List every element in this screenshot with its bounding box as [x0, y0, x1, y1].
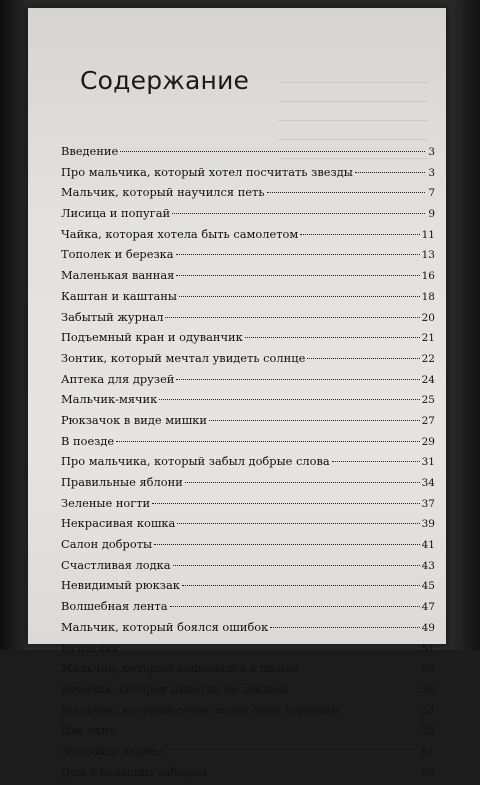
toc-entry-page: 20	[421, 311, 435, 324]
toc-entry-page: 39	[421, 518, 435, 531]
toc-entry-title: Зонтик, который мечтал увидеть солнце	[61, 350, 306, 365]
toc-entry-title: Про мальчика, который забыл добрые слова	[61, 454, 330, 469]
toc-entry-page: 43	[421, 559, 435, 572]
toc-leader-dots	[179, 296, 420, 297]
toc-entry	[61, 599, 435, 620]
toc-leader-dots	[176, 379, 419, 380]
toc-entry	[61, 310, 435, 331]
toc-entry-page: 55	[421, 683, 435, 696]
toc-entry-title: Зеленые ногти	[61, 495, 151, 510]
toc-leader-dots	[116, 441, 419, 442]
toc-entry-page: 16	[421, 270, 435, 283]
toc-entry-page: 49	[421, 621, 435, 634]
toc-leader-dots	[245, 337, 420, 338]
toc-entry-title: Тополек и березка	[61, 247, 174, 262]
toc-entry-page: 29	[421, 435, 435, 448]
toc-entry-title: Маленькая ванная	[61, 268, 175, 283]
toc-entry-page: 3	[428, 146, 435, 158]
toc-entry-page: 37	[421, 497, 435, 510]
toc-leader-dots	[154, 544, 420, 545]
toc-leader-dots	[120, 151, 425, 152]
toc-entry-title: Правильные яблони	[61, 475, 183, 489]
toc-entry-title: Аптека для друзей	[61, 371, 175, 386]
toc-entry-page: 7	[428, 187, 435, 200]
toc-entry-page: 9	[428, 208, 435, 221]
book-page	[28, 8, 446, 779]
toc-leader-dots	[355, 172, 425, 173]
toc-leader-dots	[332, 461, 420, 462]
toc-entry-page: 25	[421, 394, 435, 407]
toc-leader-dots	[117, 730, 419, 731]
toc-entry	[61, 682, 435, 703]
toc-entry	[61, 537, 435, 558]
toc-entry	[61, 413, 435, 434]
toc-entry	[61, 620, 435, 641]
toc-entry-title: Мальчик, который волновался в школе	[61, 661, 299, 676]
toc-entry	[61, 289, 435, 310]
toc-entry-page: 47	[421, 601, 435, 614]
page-title: Содержание	[80, 66, 250, 95]
toc-entry	[61, 247, 435, 268]
toc-entry-title: В поезде	[61, 433, 115, 448]
table-of-contents	[61, 144, 435, 785]
toc-entry-title: Введение	[61, 144, 119, 158]
toc-entry-title: Мальчик-мячик	[61, 392, 158, 407]
toc-leader-dots	[182, 585, 420, 586]
toc-entry-title: Невидимый рюкзак	[61, 578, 180, 593]
toc-entry-page: 13	[421, 249, 435, 262]
toc-leader-dots	[165, 317, 419, 318]
toc-entry-title: Волшебная лента	[61, 599, 168, 614]
toc-leader-dots	[307, 358, 419, 359]
toc-entry-title: Дом с большим забором	[61, 764, 208, 779]
toc-entry	[61, 330, 435, 351]
toc-leader-dots	[267, 192, 425, 193]
toc-leader-dots	[300, 234, 419, 235]
toc-entry	[61, 516, 435, 537]
show-through-print	[278, 38, 428, 158]
toc-entry	[61, 661, 435, 682]
toc-entry	[61, 185, 435, 206]
toc-entry-page: 31	[421, 456, 435, 469]
toc-entry-title: Девочка, которая никогда не злилась	[61, 681, 290, 696]
toc-leader-dots	[341, 710, 419, 711]
toc-entry-title: Два окна	[61, 723, 116, 738]
toc-entry	[61, 351, 435, 372]
toc-entry-title: Мальчик, который научился петь	[61, 185, 265, 200]
toc-entry-page: 3	[428, 166, 435, 179]
toc-entry	[61, 744, 435, 765]
toc-entry	[61, 227, 435, 248]
toc-entry-title: Рюкзачок в виде мишки	[61, 412, 207, 427]
toc-entry	[61, 165, 435, 186]
toc-entry-title: Про мальчика, который хотел посчитать звезды	[61, 164, 353, 179]
toc-leader-dots	[209, 772, 419, 773]
toc-entry-title: Подъемный кран и одуванчик	[61, 330, 243, 345]
toc-entry	[61, 765, 435, 785]
toc-entry	[61, 496, 435, 517]
toc-leader-dots	[300, 668, 419, 669]
toc-entry-page: 11	[421, 228, 435, 241]
toc-leader-dots	[170, 606, 420, 607]
toc-entry-title: Мальчик, который очень хотел быть хорошим	[61, 702, 340, 717]
toc-leader-dots	[176, 254, 420, 255]
toc-leader-dots	[209, 420, 420, 421]
toc-leader-dots	[165, 751, 419, 752]
toc-entry-page: 61	[421, 745, 435, 758]
toc-leader-dots	[291, 689, 419, 690]
toc-entry-title: Забытый журнал	[61, 309, 164, 324]
toc-entry	[61, 268, 435, 289]
toc-entry	[61, 372, 435, 393]
toc-leader-dots	[185, 482, 420, 483]
toc-entry	[61, 434, 435, 455]
toc-entry-page: 27	[421, 414, 435, 427]
toc-entry	[61, 475, 435, 496]
toc-entry	[61, 558, 435, 579]
toc-entry-title: Каштан и каштаны	[61, 288, 177, 303]
toc-entry-page: 22	[421, 352, 435, 365]
toc-entry-page: 34	[421, 477, 435, 489]
toc-entry-title: Салон доброты	[61, 537, 153, 552]
toc-entry	[61, 641, 435, 662]
toc-leader-dots	[270, 627, 419, 628]
toc-entry-page: 24	[421, 373, 435, 386]
toc-entry-page: 51	[421, 642, 435, 655]
toc-entry-page: 45	[421, 580, 435, 593]
toc-entry-page: 59	[421, 725, 435, 738]
toc-leader-dots	[176, 275, 419, 276]
toc-entry-title: Счастливая лодка	[61, 557, 171, 572]
toc-entry	[61, 723, 435, 744]
toc-entry-page: 57	[421, 704, 435, 717]
toc-entry-title: Мальчик, который боялся ошибок	[61, 619, 269, 634]
toc-leader-dots	[152, 503, 419, 504]
toc-entry-title: Лисица и попугай	[61, 206, 171, 221]
toc-entry-page: 21	[421, 332, 435, 345]
toc-entry	[61, 578, 435, 599]
toc-leader-dots	[173, 565, 420, 566]
toc-entry-page: 41	[421, 539, 435, 552]
toc-entry-page: 63	[421, 766, 435, 779]
toc-entry	[61, 206, 435, 227]
toc-leader-dots	[159, 399, 419, 400]
toc-leader-dots	[121, 648, 420, 649]
toc-entry-title: Чайка, которая хотела быть самолетом	[61, 226, 299, 241]
toc-entry	[61, 703, 435, 724]
toc-leader-dots	[177, 523, 419, 524]
toc-entry	[61, 454, 435, 475]
toc-leader-dots	[172, 213, 425, 214]
toc-entry	[61, 392, 435, 413]
toc-entry	[61, 144, 435, 165]
toc-entry-title: Некрасивая кошка	[61, 516, 176, 531]
toc-entry-title: Засохшее дерево	[61, 743, 164, 758]
toc-entry-page: 53	[421, 663, 435, 676]
toc-entry-page: 18	[421, 290, 435, 303]
toc-entry-title: Бутончик	[61, 640, 120, 655]
